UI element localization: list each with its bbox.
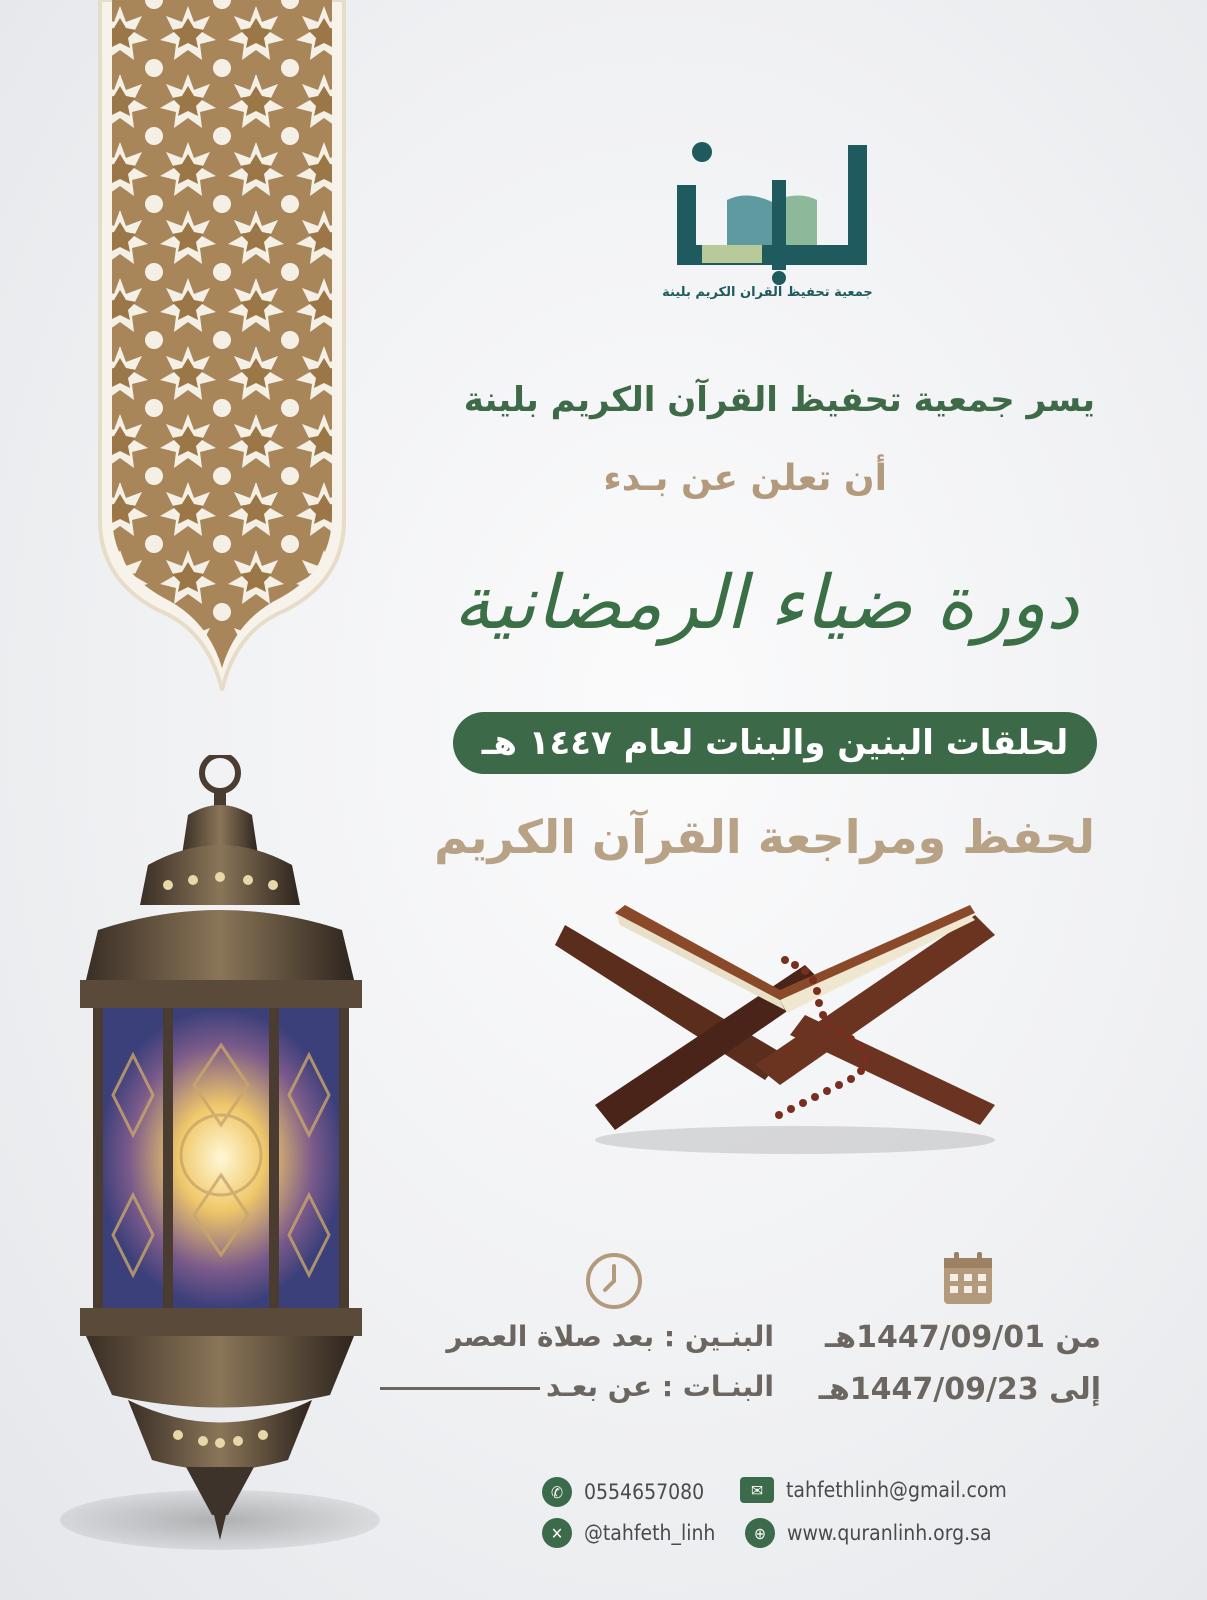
calendar-icon	[942, 1250, 994, 1308]
islamic-pattern-banner	[86, 0, 358, 705]
quran-stand-illustration	[555, 905, 1005, 1165]
contact-email[interactable]	[740, 1477, 1007, 1503]
globe-icon: ⊕	[745, 1518, 775, 1548]
contact-phone[interactable]	[542, 1477, 704, 1507]
x-logo-icon: ✕	[542, 1518, 572, 1548]
website-text: www.quranlinh.org.sa	[787, 1521, 992, 1545]
course-purpose: لحفظ ومراجعة القرآن الكريم	[434, 810, 1095, 864]
twitter-text: @tahfeth_linh	[584, 1521, 716, 1545]
contact-website[interactable]	[745, 1518, 992, 1548]
girls-time	[380, 1370, 774, 1403]
girls-time-label: البنـات : عن بعـد	[545, 1370, 774, 1403]
logo-caption: جمعية تحفيظ القران الكريم بلينة	[662, 285, 873, 300]
date-from: من 1447/09/01هـ	[825, 1320, 1101, 1355]
announcement-intro: يسر جمعية تحفيظ القرآن الكريم بلينة	[463, 380, 1095, 420]
whatsapp-icon: ✆	[542, 1477, 572, 1507]
phone-text: 0554657080	[584, 1480, 705, 1504]
email-text: tahfethlinh@gmail.com	[786, 1478, 1007, 1502]
date-to: إلى 1447/09/23هـ	[818, 1372, 1101, 1407]
announcement-subline: أن تعلن عن بـدء	[603, 458, 887, 499]
boys-time: البنـين : بعد صلاة العصر	[446, 1320, 774, 1353]
mail-icon: ✉	[740, 1477, 774, 1503]
year-pill: لحلقات البنين والبنات لعام ١٤٤٧ هـ	[453, 712, 1097, 774]
contact-twitter[interactable]	[542, 1518, 715, 1548]
clock-icon	[585, 1252, 643, 1310]
course-title: دورة ضياء الرمضانية	[453, 560, 1079, 646]
lantern-illustration	[68, 755, 378, 1545]
girls-time-line	[380, 1387, 540, 1390]
